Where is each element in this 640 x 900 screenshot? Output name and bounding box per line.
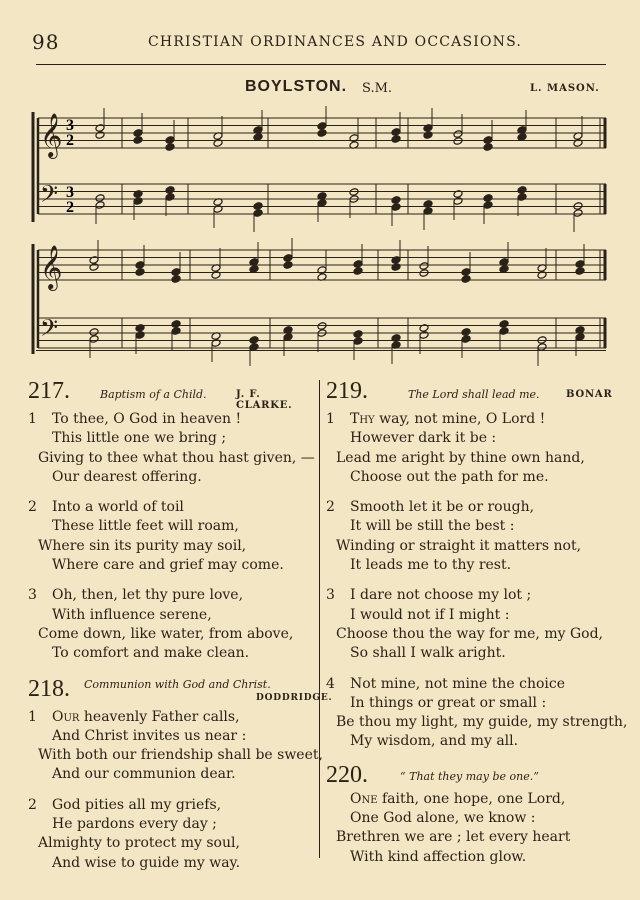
quarter-note [461, 275, 471, 284]
stanza [326, 790, 612, 867]
quarter-note [171, 327, 181, 336]
quarter-note [317, 199, 327, 208]
quarter-note [575, 267, 585, 276]
verse-line: And our communion dear. [52, 766, 236, 783]
stanza [28, 410, 318, 487]
quarter-note [461, 268, 471, 277]
hymn-title: “ That they may be one.” [400, 769, 539, 783]
half-note [453, 197, 463, 206]
verse-line: And Christ invites us near : [52, 727, 247, 744]
quarter-note [391, 135, 401, 144]
music-bottom-rule [36, 350, 606, 351]
verse-number: 2 [326, 499, 335, 516]
stanza [28, 708, 323, 785]
verse-line: Almighty to protect my soul, [38, 835, 240, 852]
running-title: CHRISTIAN ORDINANCES AND OCCASIONS. [148, 34, 523, 50]
stanza [326, 586, 612, 663]
quarter-note [317, 122, 327, 131]
verse-number: 1 [28, 708, 37, 725]
left-column [28, 378, 333, 873]
tune-meter: S.M. [362, 81, 393, 96]
quarter-note [461, 328, 471, 337]
hymn-218-header [28, 675, 333, 708]
time-sig-top-treble: 3 [66, 117, 74, 134]
half-note [419, 331, 429, 340]
half-note [95, 131, 105, 140]
stanza [28, 498, 318, 575]
half-note [95, 194, 105, 203]
stanza [28, 796, 318, 873]
verse-line: In things or great or small : [350, 694, 547, 711]
verse-line: I dare not choose my lot ; [350, 587, 532, 604]
hymn-title: Communion with God and Christ. [84, 677, 271, 691]
quarter-note [135, 261, 145, 270]
quarter-note [499, 265, 509, 274]
quarter-note [483, 194, 493, 203]
quarter-note [483, 201, 493, 210]
quarter-note [391, 196, 401, 205]
quarter-note [353, 260, 363, 269]
quarter-note [499, 320, 509, 329]
time-sig-bottom-treble: 2 [66, 132, 74, 149]
quarter-note [517, 193, 527, 202]
verse-number: 2 [28, 796, 37, 813]
stanza [326, 498, 612, 575]
hymn-title: The Lord shall lead me. [408, 388, 540, 401]
verse-line: Giving to thee what thou hast given, — [38, 449, 315, 466]
verse-line: To thee, O God in heaven ! [52, 411, 242, 427]
quarter-note [253, 202, 263, 211]
music-notes [89, 106, 585, 366]
page-number: 98 [32, 30, 60, 54]
bass-clef-icon: 𝄢 [40, 314, 59, 347]
quarter-note [283, 261, 293, 270]
quarter-note [165, 136, 175, 145]
half-note [89, 263, 99, 272]
quarter-note [517, 186, 527, 195]
verse-line: With kind affection glow. [350, 848, 527, 865]
verse-line: One God alone, we know : [350, 810, 536, 827]
hymn-author: J. F. CLARKE. [236, 389, 293, 411]
hymn-number: 218. [28, 675, 70, 702]
verse-line: He pardons every day ; [52, 816, 217, 833]
column-divider [319, 380, 320, 858]
verse-line: Brethren we are ; let every heart [336, 829, 571, 846]
verse-line: Choose out the path for me. [350, 468, 549, 485]
quarter-note [461, 335, 471, 344]
verse-line: Lead me aright by thine own hand, [336, 449, 585, 466]
hymn-author: DODDRIDGE. [256, 692, 333, 703]
time-sig-top-bass: 3 [66, 184, 74, 201]
tune-composer: L. MASON. [530, 83, 600, 94]
quarter-note [135, 268, 145, 277]
verse-line: It will be still the best : [350, 518, 515, 535]
stanza [326, 675, 628, 752]
hymn-author: BONAR [566, 389, 613, 400]
quarter-note [391, 203, 401, 212]
quarter-note [165, 186, 175, 195]
quarter-note [317, 129, 327, 138]
quarter-note [353, 330, 363, 339]
treble-clef-icon: 𝄞 [40, 245, 63, 289]
stanza [28, 586, 318, 663]
bass-clef-icon: 𝄢 [40, 180, 59, 213]
verse-line: God pities all my griefs, [52, 796, 222, 813]
hymn-number: 219. [326, 378, 368, 404]
half-note [89, 335, 99, 344]
half-note [95, 201, 105, 210]
verse-line: Winding or straight it matters not, [336, 537, 582, 554]
quarter-note [499, 327, 509, 336]
treble-clef-icon: 𝄞 [40, 113, 63, 157]
staff-lines [33, 112, 606, 354]
quarter-note [133, 197, 143, 206]
music-score [0, 0, 640, 370]
verse-line: It leads me to thy rest. [350, 557, 512, 574]
verse-line: Not mine, not mine the choice [350, 675, 566, 692]
quarter-note [483, 143, 493, 152]
verse-line: To comfort and make clean. [52, 645, 250, 662]
verse-line: Come down, like water, from above, [38, 625, 294, 642]
hymn-title: Baptism of a Child. [100, 388, 207, 401]
verse-line: way, not mine, O Lord ! [374, 411, 546, 427]
quarter-note [353, 267, 363, 276]
quarter-note [249, 336, 259, 345]
quarter-note [575, 260, 585, 269]
verse-line: Our dearest offering. [52, 468, 202, 485]
stanza [326, 410, 612, 487]
quarter-note [133, 136, 143, 145]
quarter-note [133, 129, 143, 138]
quarter-note [135, 331, 145, 340]
verse-line: Be thou my light, my guide, my strength, [336, 714, 628, 731]
verse-line: However dark it be : [350, 430, 497, 447]
quarter-note [253, 209, 263, 218]
verse-line: Where sin its purity may soil, [38, 537, 247, 554]
quarter-note [283, 333, 293, 342]
hymn-220-header [326, 762, 612, 790]
quarter-note [165, 193, 175, 202]
verse-line: Smooth let it be or rough, [350, 499, 535, 516]
quarter-note [575, 333, 585, 342]
quarter-note [353, 337, 363, 346]
quarter-note [171, 320, 181, 329]
hymn-number: 217. [28, 378, 70, 404]
verse-line: Choose thou the way for me, my God, [336, 625, 603, 642]
verse-line: faith, one hope, one Lord, [377, 790, 566, 807]
quarter-note [253, 133, 263, 142]
quarter-note [249, 265, 259, 274]
quarter-note [171, 275, 181, 284]
hymn-number: 220. [326, 761, 368, 788]
verse-number: 3 [28, 587, 37, 604]
verse-number: 4 [326, 675, 335, 692]
verse-line: My wisdom, and my all. [350, 733, 519, 750]
verse-number: 1 [326, 411, 335, 427]
verse-line: With both our friendship shall be sweet, [38, 747, 323, 764]
half-note [453, 130, 463, 139]
verse-number: 2 [28, 499, 37, 516]
verse-first-word: One [350, 790, 378, 807]
verse-line: I would not if I might : [350, 606, 510, 623]
verse-number: 1 [28, 411, 37, 427]
verse-line: And wise to guide my way. [52, 854, 241, 871]
quarter-note [391, 263, 401, 272]
half-note [419, 262, 429, 271]
verse-line: So shall I walk aright. [350, 645, 506, 662]
verse-line: With influence serene, [52, 606, 212, 623]
right-column [326, 378, 628, 867]
quarter-note [517, 133, 527, 142]
hymn-217-header [28, 378, 318, 411]
quarter-note [283, 254, 293, 263]
half-note [89, 328, 99, 337]
verse-line: heavenly Father calls, [79, 708, 240, 725]
quarter-note [171, 268, 181, 277]
quarter-note [391, 128, 401, 137]
quarter-note [165, 143, 175, 152]
verse-first-word: Thy [350, 411, 375, 427]
verse-line: These little feet will roam, [52, 518, 239, 535]
verse-number: 3 [326, 587, 335, 604]
hymn-219-header [326, 378, 612, 406]
tune-name: BOYLSTON. [245, 78, 348, 95]
time-sig-bottom-bass: 2 [66, 199, 74, 216]
verse-line: Where care and grief may come. [52, 557, 284, 574]
verse-line: This little one we bring ; [52, 430, 227, 447]
quarter-note [483, 136, 493, 145]
verse-line: Oh, then, let thy pure love, [52, 587, 244, 604]
verse-line: Into a world of toil [52, 499, 184, 516]
verse-first-word: Our [52, 708, 80, 725]
half-note [573, 209, 583, 218]
quarter-note [423, 131, 433, 140]
